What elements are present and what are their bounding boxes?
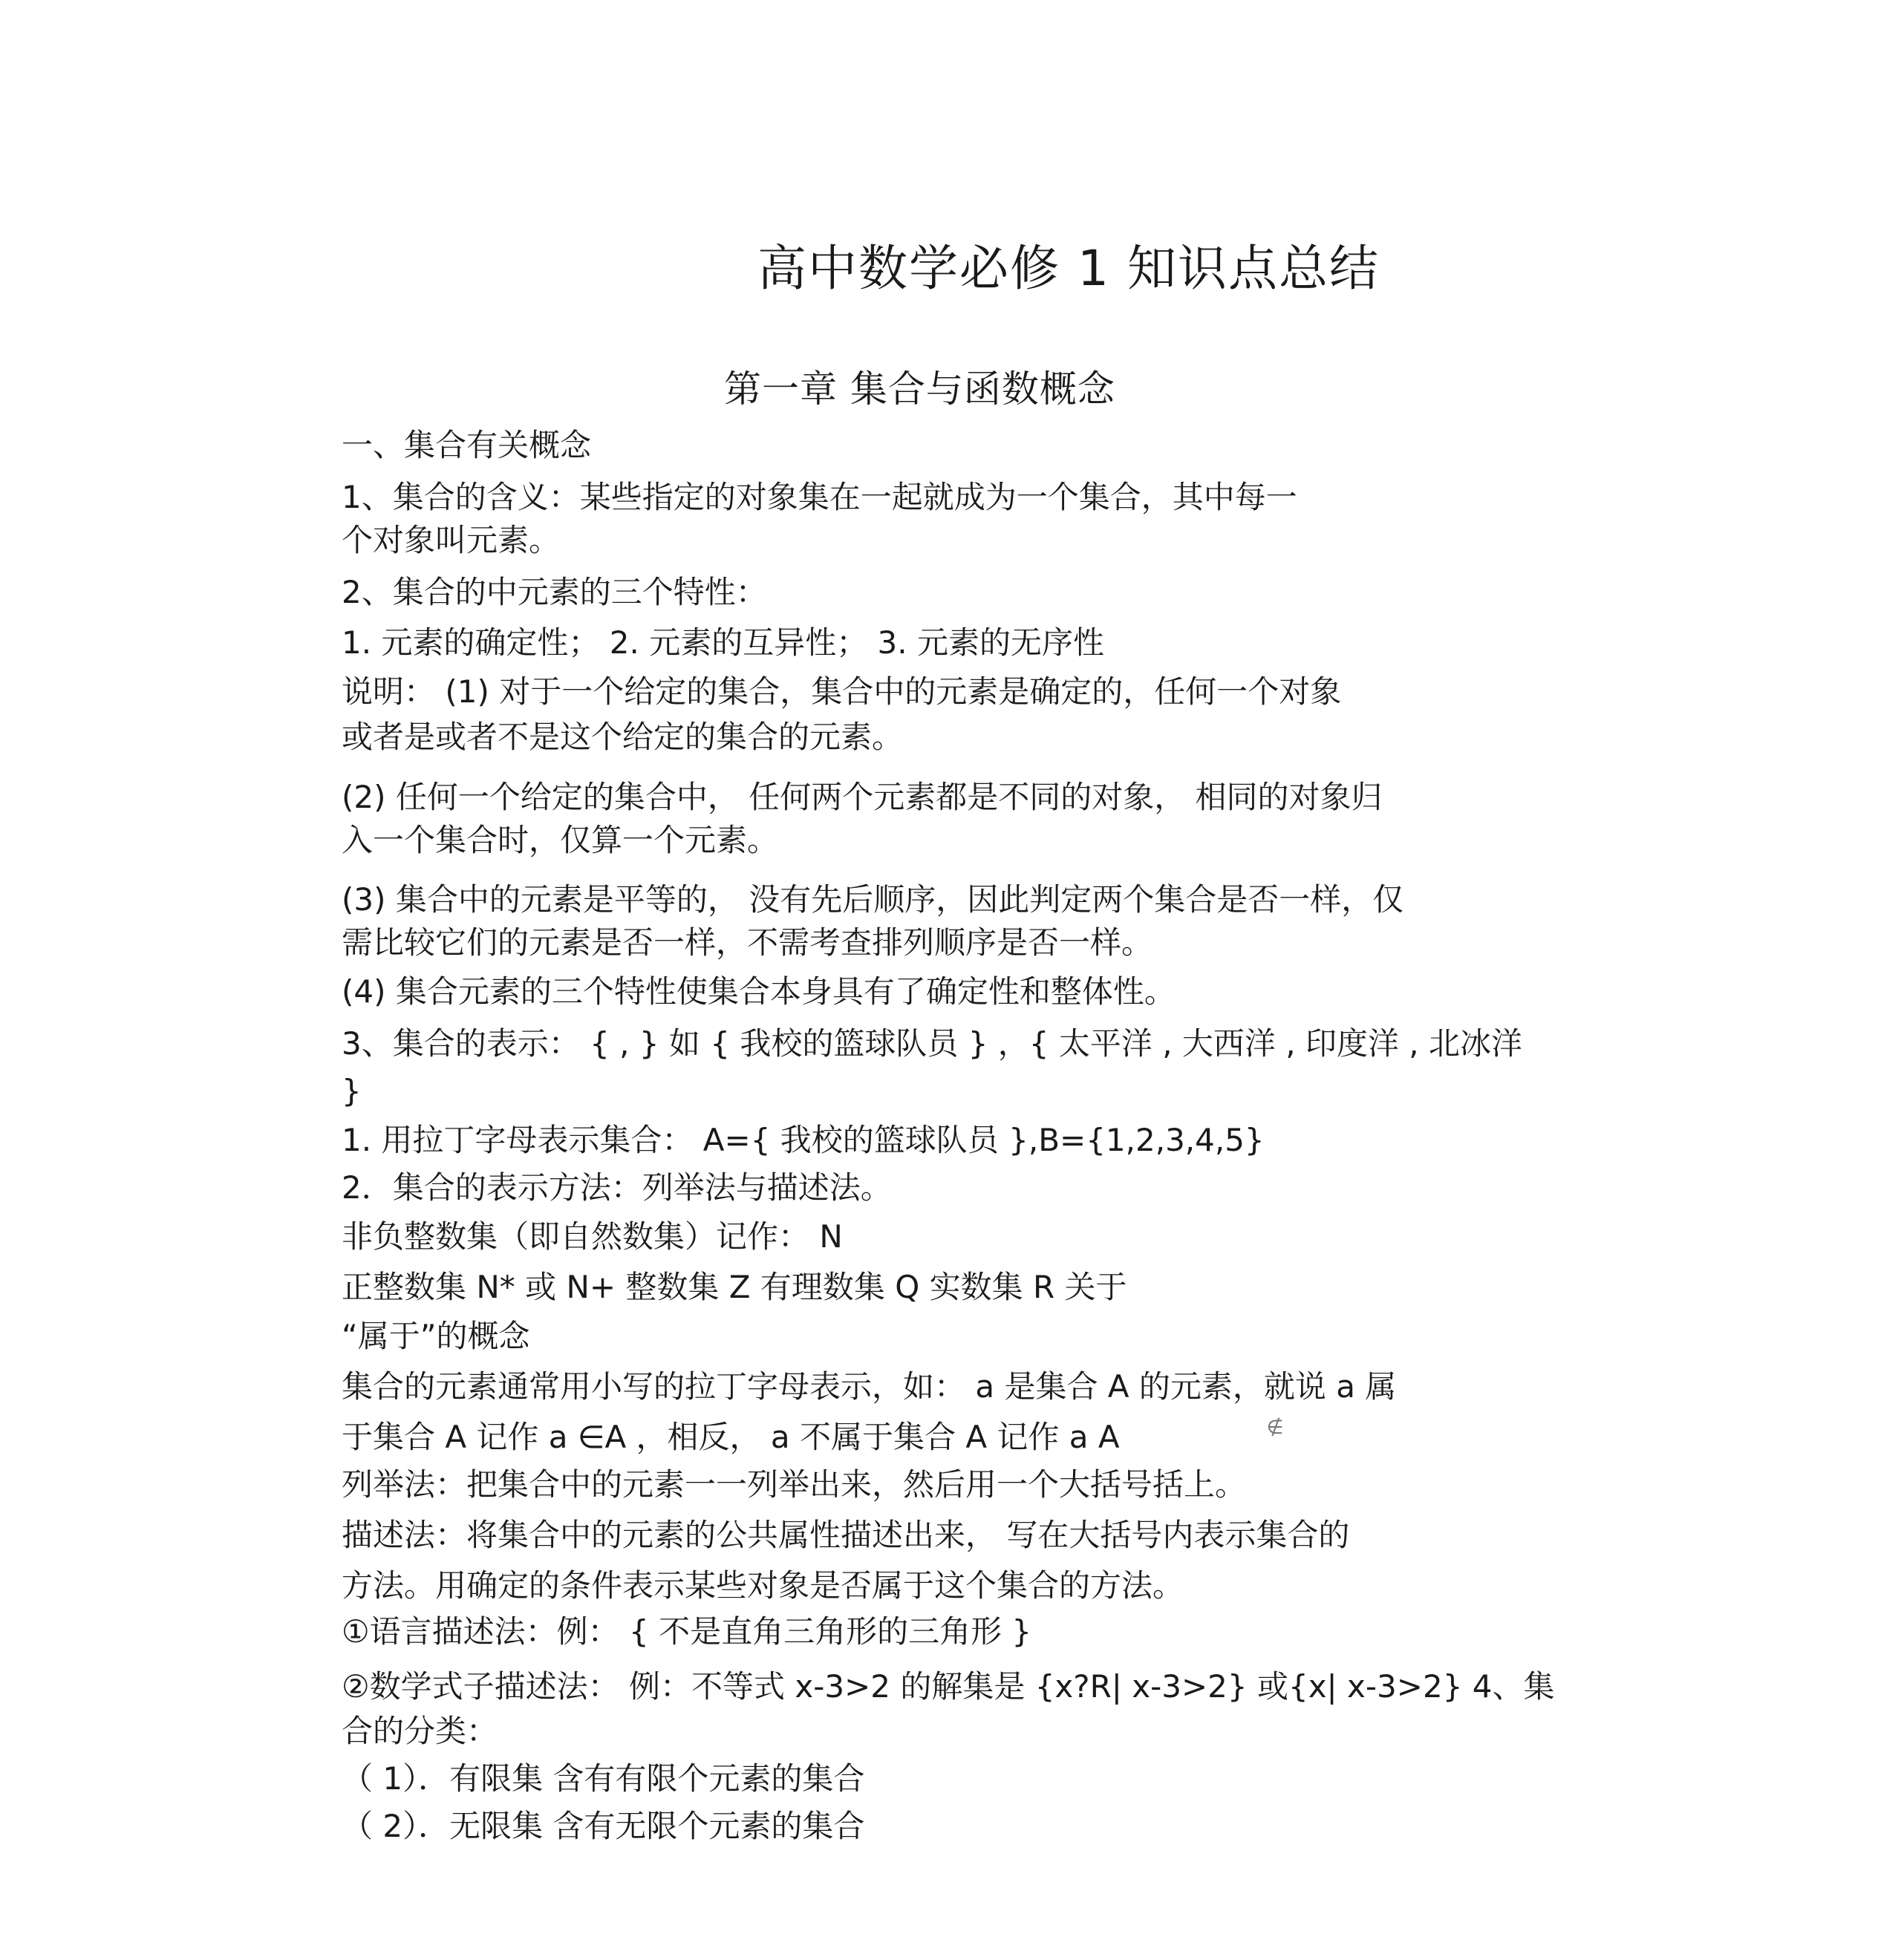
- text-line: “属于”的概念: [342, 1318, 530, 1354]
- text-line: (2) 任何一个给定的集合中， 任何两个元素都是不同的对象， 相同的对象归: [342, 779, 1383, 815]
- text-line: 1、集合的含义：某些指定的对象集在一起就成为一个集合，其中每一: [342, 479, 1297, 515]
- text-line: 个对象叫元素。: [342, 522, 561, 558]
- text-line: 或者是或者不是这个给定的集合的元素。: [342, 719, 904, 755]
- text-line: }: [342, 1073, 362, 1109]
- text-line: (3) 集合中的元素是平等的， 没有先后顺序，因此判定两个集合是否一样，仅: [342, 881, 1404, 918]
- not-element-of-icon: ∉: [1266, 1417, 1284, 1439]
- text-line: 2、集合的中元素的三个特性：: [342, 574, 767, 610]
- chapter-heading: 第一章 集合与函数概念: [724, 368, 1115, 411]
- text-line: 2．集合的表示方法：列举法与描述法。: [342, 1169, 892, 1206]
- text-line: 合的分类：: [342, 1713, 498, 1749]
- text-line: （ 1）．有限集 含有有限个元素的集合: [342, 1760, 865, 1797]
- text-line: （ 2）．无限集 含有无限个元素的集合: [342, 1808, 865, 1844]
- text-line: ①语言描述法：例： { 不是直角三角形的三角形 }: [342, 1613, 1032, 1650]
- text-line: 方法。用确定的条件表示某些对象是否属于这个集合的方法。: [342, 1567, 1184, 1604]
- document-title: 高中数学必修 1 知识点总结: [757, 240, 1380, 297]
- text-line: 1. 用拉丁字母表示集合： A={ 我校的篮球队员 },B={1,2,3,4,5}: [342, 1122, 1265, 1158]
- text-line: 列举法：把集合中的元素一一列举出来，然后用一个大括号括上。: [342, 1466, 1247, 1503]
- section-heading: 一、集合有关概念: [342, 427, 592, 463]
- text-line: 描述法：将集合中的元素的公共属性描述出来， 写在大括号内表示集合的: [342, 1517, 1350, 1553]
- text-line: 非负整数集（即自然数集）记作： N: [342, 1218, 843, 1255]
- text-line: 3、集合的表示： { , } 如 { 我校的篮球队员 } ，{ 太平洋 , 大西洋 , 印度洋 , 北冰洋: [342, 1025, 1522, 1062]
- text-line: 需比较它们的元素是否一样，不需考查排列顺序是否一样。: [342, 924, 1153, 961]
- text-line: 正整数集 N* 或 N+ 整数集 Z 有理数集 Q 实数集 R 关于: [342, 1269, 1127, 1305]
- text-line: 入一个集合时，仅算一个元素。: [342, 822, 779, 858]
- text-line: ②数学式子描述法： 例：不等式 x-3>2 的解集是 {x?R| x-3>2} 或{x| x-3>2} 4、集: [342, 1668, 1555, 1705]
- text-line: 说明： (1) 对于一个给定的集合，集合中的元素是确定的，任何一个对象: [342, 673, 1342, 710]
- text-line: 1. 元素的确定性； 2. 元素的互异性； 3. 元素的无序性: [342, 624, 1104, 661]
- text-line: (4) 集合元素的三个特性使集合本身具有了确定性和整体性。: [342, 973, 1176, 1010]
- text-line: 于集合 A 记作 a ∈A ，相反， a 不属于集合 A 记作 a A: [342, 1419, 1120, 1455]
- text-line: 集合的元素通常用小写的拉丁字母表示，如： a 是集合 A 的元素，就说 a 属: [342, 1368, 1397, 1405]
